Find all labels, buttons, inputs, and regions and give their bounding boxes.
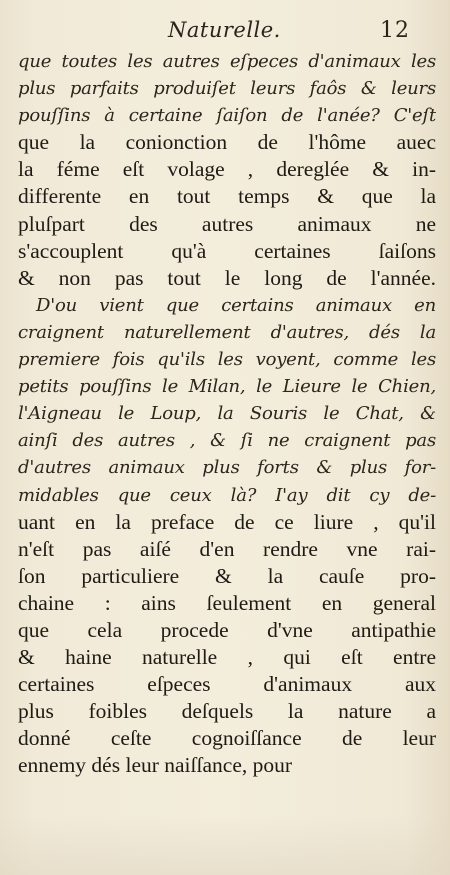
text-line: l'Aigneau le Loup, la Souris le Chat, &	[18, 403, 436, 425]
text-line: chaine : ains ſeulement en general	[18, 590, 436, 615]
page-header	[0, 14, 450, 48]
text-line: la féme eſt volage , dereglée & in-	[18, 157, 436, 182]
body-text	[18, 48, 436, 780]
text-line: differente en tout temps & que la	[18, 184, 436, 209]
text-line: petits pouſſins le Milan, le Lieure le Chien,	[18, 376, 436, 398]
text-line: plus parfaits produiſet leurs faôs & leurs	[18, 78, 436, 100]
text-line: pluſpart des autres animaux ne	[18, 211, 436, 236]
page-number: 12	[380, 18, 410, 43]
text-line: que toutes les autres eſpeces d'animaux les	[18, 51, 436, 72]
text-line: d'autres animaux plus forts & plus for-	[18, 457, 436, 479]
text-line: craignent naturellement d'autres, dés la	[18, 321, 436, 343]
text-line: ainſi des autres , & ſi ne craignent pas	[18, 430, 436, 452]
text-line: D'ou vient que certains animaux en	[36, 294, 436, 316]
text-line: pouſſins à certaine ſaiſon de l'anée? C'eſt	[18, 105, 436, 127]
text-line: certaines eſpeces d'animaux aux	[18, 672, 436, 697]
text-line: n'eſt pas aiſé d'en rendre vne rai-	[18, 536, 436, 561]
text-line: & haine naturelle , qui eſt entre	[18, 645, 436, 670]
text-line: premiere fois qu'ils les voyent, comme les	[18, 349, 436, 371]
text-line: plus foibles deſquels la nature a	[18, 699, 436, 724]
text-line: que cela procede d'vne antipathie	[18, 617, 436, 642]
text-line: donné ceſte cognoiſſance de leur	[18, 726, 436, 751]
text-line: ennemy dés leur naiſſance, pour	[18, 753, 293, 778]
text-line: que la conionction de l'hôme auec	[18, 130, 436, 155]
text-line: & non pas tout le long de l'année.	[18, 265, 436, 290]
running-head: Naturelle.	[168, 18, 281, 42]
page-shadow	[0, 815, 450, 875]
text-line: uant en la preface de ce liure , qu'il	[18, 509, 436, 534]
text-line: s'accouplent qu'à certaines ſaiſons	[18, 238, 436, 263]
text-line: midables que ceux là? I'ay dit cy de-	[18, 484, 436, 506]
text-line: ſon particuliere & la cauſe pro-	[18, 563, 436, 588]
